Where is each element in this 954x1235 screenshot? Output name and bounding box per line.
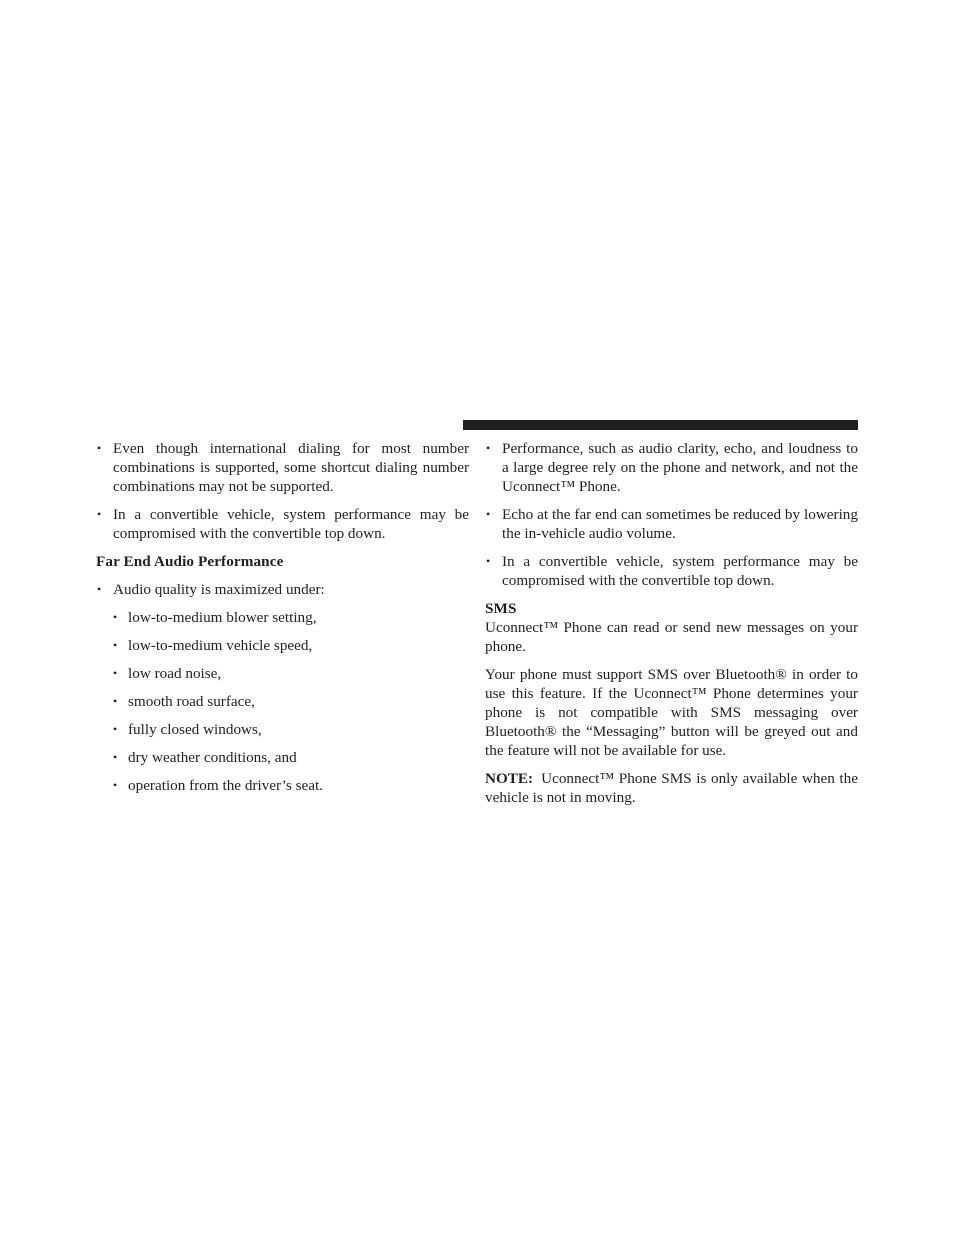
audio-quality-list: [96, 580, 469, 795]
header-rule: [463, 420, 858, 430]
sub-list-item: • dry weather conditions, and: [113, 748, 469, 767]
list-item: • Echo at the far end can sometimes be reduced by lowering the in-vehicle audio volume.: [485, 505, 858, 543]
left-column: [96, 439, 469, 804]
note-text: Uconnect™ Phone SMS is only available when the vehicle is not in moving.: [485, 770, 858, 806]
sub-list-item: • low-to-medium vehicle speed,: [113, 636, 469, 655]
sms-requirements-paragraph: Your phone must support SMS over Bluetooth® in order to use this feature. If the Uconnect™ Phone determines your phone is not compatible with SMS messaging over Bluetooth® the “Messaging” button will be greyed out and the feature will not be available for use.: [485, 666, 858, 759]
note-label: NOTE:: [485, 770, 534, 787]
audio-conditions-list: [113, 608, 469, 795]
section-heading-sms: SMS: [485, 600, 517, 617]
sub-list-item: • smooth road surface,: [113, 692, 469, 711]
sub-list-item: • low-to-medium blower setting,: [113, 608, 469, 627]
note-paragraph: [485, 769, 858, 807]
section-heading-far-end-audio: Far End Audio Performance: [96, 553, 284, 570]
list-item: [96, 580, 469, 795]
list-item: • Performance, such as audio clarity, echo, and loudness to a large degree rely on the phone and network, and not the Uconnect™ Phone.: [485, 439, 858, 496]
sub-list-item: • operation from the driver’s seat.: [113, 776, 469, 795]
right-bullet-list: [485, 439, 858, 590]
right-column: [485, 439, 858, 816]
left-bullet-list: [96, 439, 469, 543]
sms-paragraph: Uconnect™ Phone can read or send new messages on your phone.: [485, 619, 858, 655]
sub-list-item: • fully closed windows,: [113, 720, 469, 739]
list-item: • Even though international dialing for most number combinations is supported, some shortcut dialing number combinations may not be supported.: [96, 439, 469, 496]
audio-quality-intro: Audio quality is maximized under:: [113, 581, 325, 598]
sub-list-item: • low road noise,: [113, 664, 469, 683]
list-item: • In a convertible vehicle, system performance may be compromised with the convertible top down.: [485, 552, 858, 590]
list-item: • In a convertible vehicle, system performance may be compromised with the convertible top down.: [96, 505, 469, 543]
